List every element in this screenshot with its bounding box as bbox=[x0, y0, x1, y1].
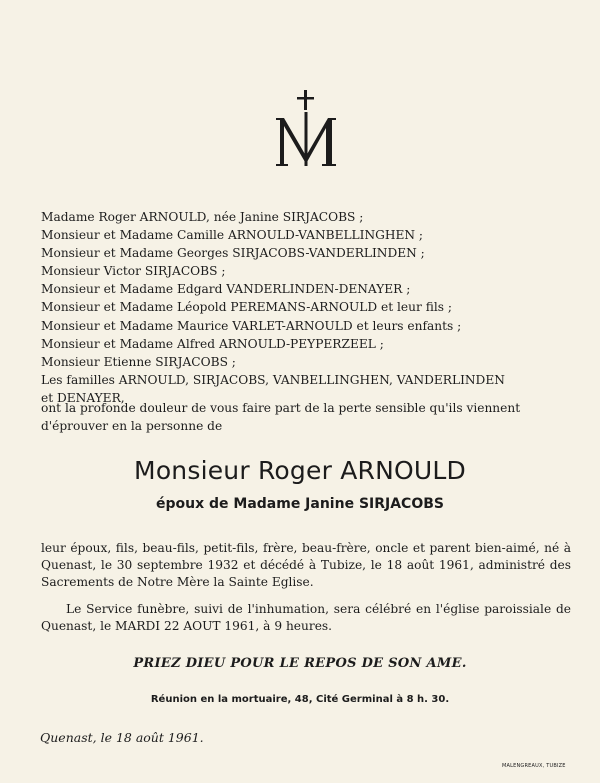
mourner-line: et DENAYER, bbox=[41, 390, 125, 405]
mourner-line: Monsieur et Madame Camille ARNOULD-VANBELLINGHEN ; bbox=[41, 228, 424, 243]
mourner-line: Les familles ARNOULD, SIRJACOBS, VANBELLINGHEN, VANDERLINDEN bbox=[41, 372, 505, 387]
deceased-name: Monsieur Roger ARNOULD bbox=[134, 456, 466, 485]
marian-cross-monogram-icon bbox=[270, 90, 342, 170]
intro-line: ont la profonde douleur de vous faire part de la perte sensible qu'ils viennent bbox=[41, 401, 521, 415]
mourners-list bbox=[41, 208, 571, 407]
mourner-line: Monsieur Victor SIRJACOBS ; bbox=[41, 264, 226, 279]
prayer-line: PRIEZ DIEU POUR LE REPOS DE SON AME. bbox=[133, 656, 467, 671]
mourner-line: Monsieur et Madame Alfred ARNOULD-PEYPERZEEL ; bbox=[41, 336, 384, 351]
biography-paragraph: leur époux, fils, beau-fils, petit-fils, frère, beau-frère, oncle et parent bien-aimé, né à Quenast, le 30 septembre 1932 et décédé à Tubize, le 18 août 1961, administré des Sacrements de Notre Mère la Sainte Eglise. bbox=[41, 541, 571, 589]
mourner-line: Monsieur Etienne SIRJACOBS ; bbox=[41, 354, 236, 369]
mourner-line: Madame Roger ARNOULD, née Janine SIRJACOBS ; bbox=[41, 210, 364, 224]
reunion-line: Réunion en la mortuaire, 48, Cité Germinal à 8 h. 30. bbox=[150, 694, 450, 705]
spouse-line: époux de Madame Janine SIRJACOBS bbox=[155, 496, 444, 512]
mourner-line: Monsieur et Madame Maurice VARLET-ARNOULD et leurs enfants ; bbox=[41, 318, 462, 333]
printer-imprint: MALENGREAUX, TUBIZE bbox=[502, 763, 566, 769]
mourner-line: Monsieur et Madame Georges SIRJACOBS-VANDERLINDEN ; bbox=[41, 246, 425, 261]
place-date-line: Quenast, le 18 août 1961. bbox=[40, 730, 204, 745]
announcement-intro bbox=[41, 399, 571, 435]
mourner-line: Monsieur et Madame Edgard VANDERLINDEN-DENAYER ; bbox=[41, 282, 411, 297]
mourner-line: Monsieur et Madame Léopold PEREMANS-ARNOULD et leur fils ; bbox=[41, 300, 452, 315]
intro-line: d'éprouver en la personne de bbox=[41, 419, 223, 434]
service-paragraph: Le Service funèbre, suivi de l'inhumation, sera célébré en l'église paroissiale de Quenast, le MARDI 22 AOUT 1961, à 9 heures. bbox=[41, 602, 571, 633]
